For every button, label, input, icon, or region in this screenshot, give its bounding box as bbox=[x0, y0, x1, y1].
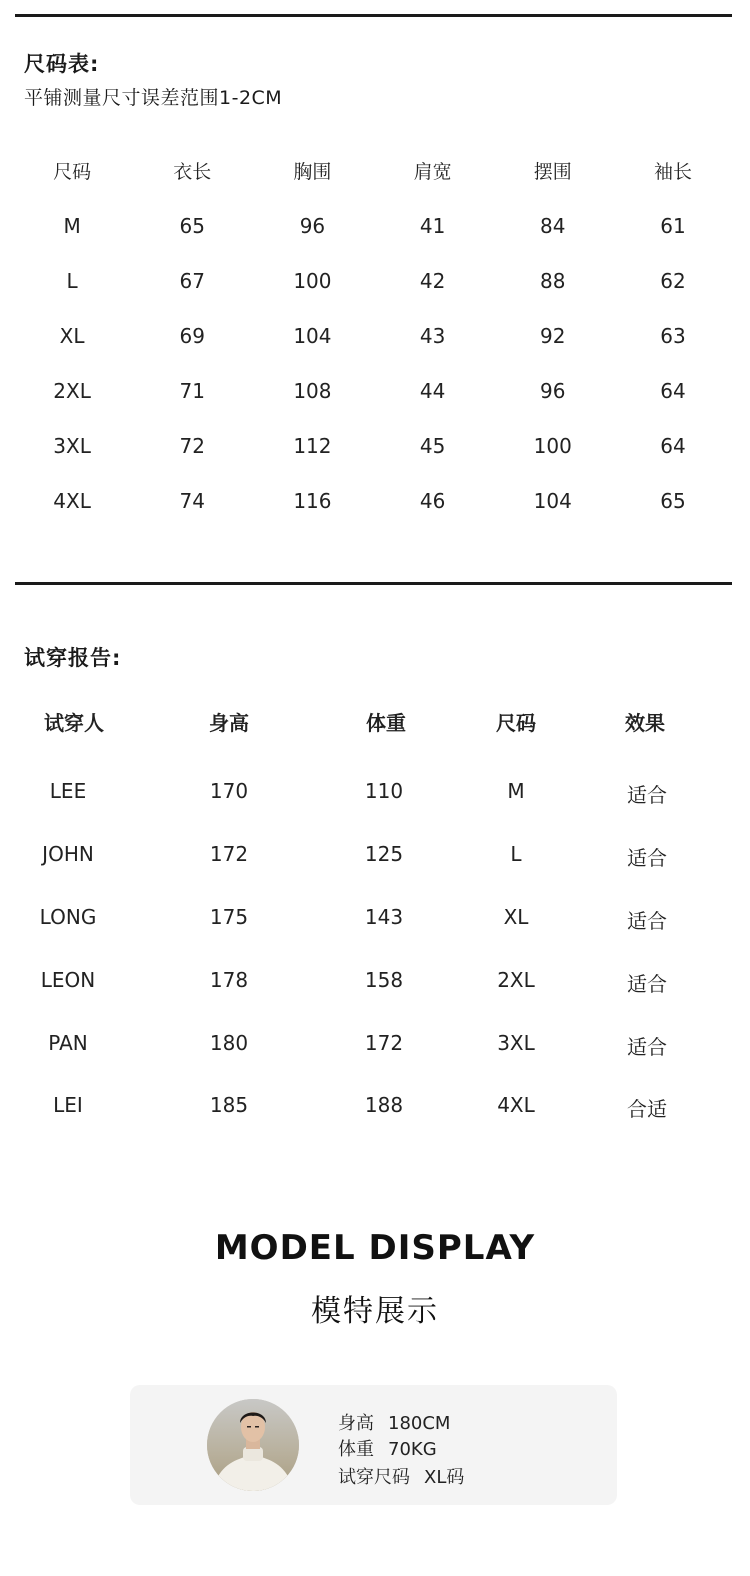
section-divider bbox=[15, 582, 732, 585]
header-cell: 身高 bbox=[209, 711, 249, 735]
table-cell: 108 bbox=[293, 379, 332, 403]
table-cell: 172 bbox=[209, 842, 249, 866]
trial-size-label: 试穿尺码 bbox=[338, 1467, 410, 1488]
table-cell: L bbox=[510, 842, 522, 866]
weight-value: 70KG bbox=[388, 1439, 437, 1460]
table-cell: 65 bbox=[179, 214, 205, 238]
table-cell: 2XL bbox=[497, 968, 535, 992]
model-height bbox=[338, 1409, 450, 1435]
model-portrait-icon bbox=[207, 1399, 299, 1491]
table-cell: 46 bbox=[419, 489, 446, 513]
table-cell: 92 bbox=[540, 324, 566, 348]
size-chart-title: 尺码表: bbox=[24, 52, 100, 76]
table-row bbox=[0, 779, 750, 809]
table-cell: 143 bbox=[364, 905, 404, 929]
table-row bbox=[0, 842, 750, 872]
header-cell: 效果 bbox=[625, 711, 665, 735]
size-chart-header bbox=[12, 157, 733, 184]
table-cell: PAN bbox=[48, 1031, 88, 1055]
model-trial-size bbox=[338, 1463, 464, 1489]
table-cell: 适合 bbox=[627, 1035, 667, 1059]
table-cell: 125 bbox=[364, 842, 404, 866]
header-cell: 胸围 bbox=[293, 161, 332, 183]
header-cell: 体重 bbox=[366, 711, 406, 735]
table-cell: 180 bbox=[209, 1031, 249, 1055]
table-cell: XL bbox=[503, 905, 529, 929]
table-cell: 64 bbox=[660, 379, 686, 403]
trial-report-title: 试穿报告: bbox=[24, 646, 122, 670]
table-cell: 65 bbox=[660, 489, 686, 513]
table-cell: 2XL bbox=[53, 379, 91, 403]
trial-size-value: XL码 bbox=[424, 1467, 465, 1488]
table-row bbox=[12, 489, 733, 513]
table-cell: 178 bbox=[209, 968, 249, 992]
table-cell: 适合 bbox=[627, 783, 667, 807]
table-cell: LEON bbox=[40, 968, 96, 992]
model-weight bbox=[338, 1435, 437, 1461]
header-cell: 衣长 bbox=[173, 161, 212, 183]
table-cell: 合适 bbox=[627, 1097, 667, 1121]
table-cell: M bbox=[507, 779, 525, 803]
table-cell: L bbox=[66, 269, 78, 293]
height-label: 身高 bbox=[338, 1413, 374, 1434]
table-cell: 96 bbox=[540, 379, 566, 403]
table-cell: 45 bbox=[419, 434, 446, 458]
table-cell: 适合 bbox=[627, 972, 667, 996]
table-row bbox=[12, 214, 733, 238]
header-cell: 尺码 bbox=[496, 711, 536, 735]
table-cell: 44 bbox=[419, 379, 446, 403]
model-avatar bbox=[207, 1399, 299, 1491]
table-cell: 43 bbox=[419, 324, 446, 348]
table-cell: XL bbox=[59, 324, 85, 348]
table-cell: 适合 bbox=[627, 846, 667, 870]
top-divider bbox=[15, 14, 732, 17]
table-cell: LEI bbox=[53, 1093, 83, 1117]
trial-report-header bbox=[0, 707, 750, 737]
table-cell: 69 bbox=[179, 324, 205, 348]
table-cell: 84 bbox=[540, 214, 566, 238]
model-info-card bbox=[130, 1385, 617, 1505]
table-cell: 100 bbox=[293, 269, 332, 293]
table-cell: 71 bbox=[179, 379, 205, 403]
table-cell: 42 bbox=[419, 269, 446, 293]
table-row bbox=[0, 1093, 750, 1123]
table-cell: 185 bbox=[209, 1093, 249, 1117]
table-cell: LEE bbox=[49, 779, 87, 803]
table-cell: 3XL bbox=[53, 434, 91, 458]
table-row bbox=[12, 379, 733, 403]
table-cell: 72 bbox=[179, 434, 205, 458]
table-cell: 61 bbox=[660, 214, 686, 238]
header-cell: 尺码 bbox=[53, 161, 92, 183]
header-cell: 摆围 bbox=[533, 161, 572, 183]
table-cell: 63 bbox=[660, 324, 686, 348]
table-cell: 170 bbox=[209, 779, 249, 803]
table-cell: 100 bbox=[533, 434, 572, 458]
table-row bbox=[12, 324, 733, 348]
table-row bbox=[0, 968, 750, 998]
height-value: 180CM bbox=[388, 1413, 451, 1434]
table-cell: 104 bbox=[533, 489, 572, 513]
table-cell: 4XL bbox=[53, 489, 91, 513]
header-cell: 试穿人 bbox=[44, 711, 104, 735]
table-cell: 104 bbox=[293, 324, 332, 348]
table-cell: 172 bbox=[364, 1031, 404, 1055]
table-row bbox=[12, 269, 733, 293]
header-cell: 袖长 bbox=[653, 161, 692, 183]
table-cell: 67 bbox=[179, 269, 205, 293]
table-cell: 4XL bbox=[497, 1093, 535, 1117]
weight-label: 体重 bbox=[338, 1439, 374, 1460]
table-cell: LONG bbox=[39, 905, 97, 929]
table-cell: 88 bbox=[540, 269, 566, 293]
table-cell: 116 bbox=[293, 489, 332, 513]
model-display-title: MODEL DISPLAY bbox=[214, 1228, 536, 1268]
table-cell: 3XL bbox=[497, 1031, 535, 1055]
table-cell: 158 bbox=[364, 968, 404, 992]
table-cell: M bbox=[63, 214, 81, 238]
header-cell: 肩宽 bbox=[413, 161, 452, 183]
table-cell: 175 bbox=[209, 905, 249, 929]
table-cell: 112 bbox=[293, 434, 332, 458]
table-cell: 110 bbox=[364, 779, 404, 803]
table-row bbox=[0, 905, 750, 935]
table-row bbox=[12, 434, 733, 458]
table-cell: 96 bbox=[299, 214, 326, 238]
table-cell: 64 bbox=[660, 434, 686, 458]
table-cell: 适合 bbox=[627, 909, 667, 933]
table-row bbox=[0, 1031, 750, 1061]
table-cell: JOHN bbox=[42, 842, 94, 866]
table-cell: 188 bbox=[364, 1093, 404, 1117]
table-cell: 74 bbox=[179, 489, 205, 513]
table-cell: 41 bbox=[419, 214, 446, 238]
table-cell: 62 bbox=[660, 269, 686, 293]
model-display-subtitle: 模特展示 bbox=[311, 1294, 439, 1329]
size-chart-note: 平铺测量尺寸误差范围1-2CM bbox=[24, 87, 283, 109]
